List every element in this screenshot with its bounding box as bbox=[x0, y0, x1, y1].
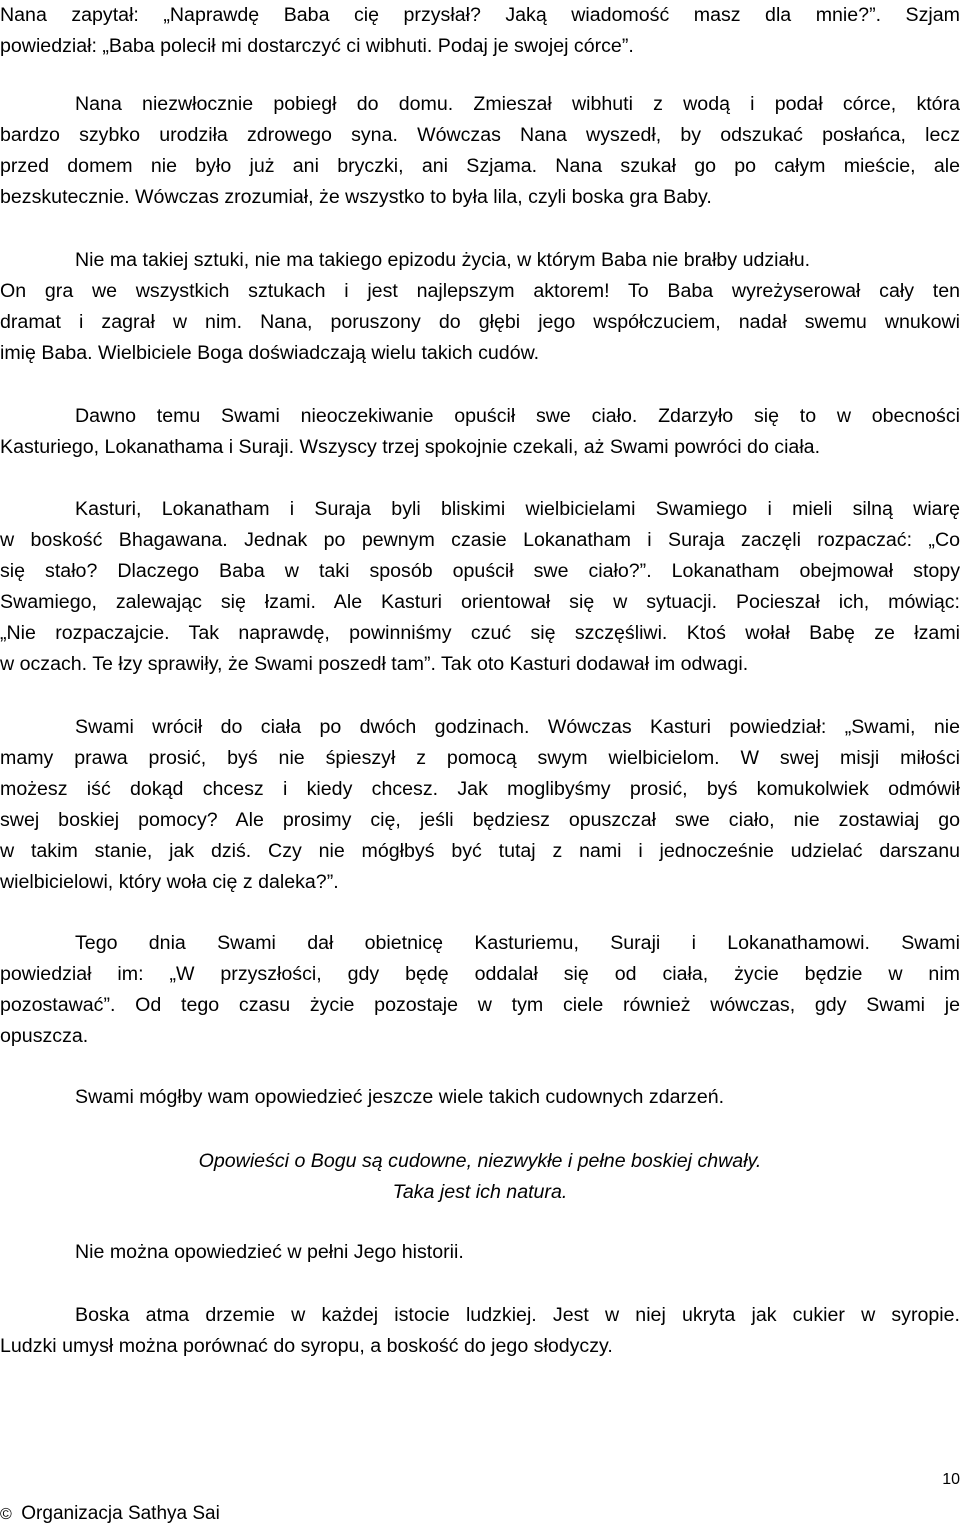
page-number: 10 bbox=[942, 1471, 960, 1488]
paragraph-4 bbox=[0, 401, 960, 463]
paragraph-line: powiedział im: „W przyszłości, gdy będę oddalał się od ciała, życie będzie w nim bbox=[0, 963, 960, 985]
paragraph-line: bezskutecznie. Wówczas zrozumiał, że wszystko to była lila, czyli boska gra Baby. bbox=[0, 186, 712, 208]
paragraph-line: dramat i zagrał w nim. Nana, poruszony do głębi jego współczuciem, nadał swemu wnukowi bbox=[0, 311, 960, 333]
paragraph-line: Nie można opowiedzieć w pełni Jego historii. bbox=[75, 1241, 464, 1263]
copyright-icon: © bbox=[0, 1506, 12, 1523]
paragraph-line: Kasturiego, Lokanathama i Suraji. Wszyscy trzej spokojnie czekali, aż Swami powróci do ciała. bbox=[0, 436, 821, 458]
paragraph-line: wielbicielowi, który woła cię z daleka?”. bbox=[0, 871, 339, 893]
paragraph-line: Nana zapytał: „Naprawdę Baba cię przysłał? Jaką wiadomość masz dla mnie?”. Szjam bbox=[0, 4, 960, 26]
paragraph-line: On gra we wszystkich sztukach i jest najlepszym aktorem! To Baba wyreżyserował cały ten bbox=[0, 280, 960, 302]
paragraph-line: przed domem nie było już ani bryczki, ani Szjama. Nana szukał go po całym mieście, ale bbox=[0, 155, 960, 177]
paragraph-9 bbox=[0, 1237, 960, 1268]
paragraph-line: w boskość Bhagawana. Jednak po pewnym czasie Lokanatham i Suraja zaczęli rozpaczać: „Co bbox=[0, 529, 960, 551]
paragraph-10 bbox=[0, 1300, 960, 1362]
paragraph-line: swej boskiej pomocy? Ale prosimy cię, jeśli będziesz opuszczał swe ciało, nie zostawiaj go bbox=[0, 809, 960, 831]
paragraph-line: „Nie rozpaczajcie. Tak naprawdę, powinniśmy czuć się szczęśliwi. Ktoś wołał Babę ze łzami bbox=[0, 622, 960, 644]
quote-line-1: Opowieści o Bogu są cudowne, niezwykłe i pełne boskiej chwały. bbox=[198, 1150, 762, 1172]
paragraph-6 bbox=[0, 712, 960, 898]
paragraph-line: mamy prawa prosić, byś nie śpieszył z pomocą swym wielbicielom. W swej misji miłości bbox=[0, 747, 960, 769]
paragraph-line: się stało? Dlaczego Baba w taki sposób opuścił swe ciało?”. Lokanatham obejmował stopy bbox=[0, 560, 960, 582]
footer-organization: Organizacja Sathya Sai bbox=[21, 1503, 220, 1524]
paragraph-line: Tego dnia Swami dał obietnicę Kasturiemu, Suraji i Lokanathamowi. Swami bbox=[75, 932, 960, 954]
paragraph-line: opuszcza. bbox=[0, 1025, 89, 1047]
paragraph-line: Boska atma drzemie w każdej istocie ludzkiej. Jest w niej ukryta jak cukier w syropie. bbox=[75, 1304, 960, 1326]
paragraph-line: imię Baba. Wielbiciele Boga doświadczają wielu takich cudów. bbox=[0, 342, 540, 364]
paragraph-line: w takim stanie, jak dziś. Czy nie mógłbyś być tutaj z nami i jednocześnie udzielać darszanu bbox=[0, 840, 960, 862]
paragraph-5 bbox=[0, 494, 960, 680]
paragraph-line: bardzo szybko urodziła zdrowego syna. Wówczas Nana wyszedł, by odszukać posłańca, lecz bbox=[0, 124, 960, 146]
paragraph-line: Nie ma takiej sztuki, nie ma takiego epizodu życia, w którym Baba nie brałby udziału. bbox=[75, 249, 811, 271]
paragraph-line: powiedział: „Baba polecił mi dostarczyć ci wibhuti. Podaj je swojej córce”. bbox=[0, 35, 634, 57]
paragraph-2 bbox=[0, 89, 960, 213]
paragraph-7 bbox=[0, 928, 960, 1052]
paragraph-1 bbox=[0, 0, 960, 62]
paragraph-line: Swamiego, zalewając się łzami. Ale Kasturi orientował się w sytuacji. Pocieszał ich, mówiąc: bbox=[0, 591, 960, 613]
footer-credit bbox=[0, 1502, 220, 1527]
paragraph-3 bbox=[0, 245, 960, 369]
paragraph-line: Ludzki umysł można porównać do syropu, a boskość do jego słodyczy. bbox=[0, 1335, 613, 1357]
paragraph-line: Swami wrócił do ciała po dwóch godzinach. Wówczas Kasturi powiedział: „Swami, nie bbox=[75, 716, 960, 738]
paragraph-line: w oczach. Te łzy sprawiły, że Swami poszedł tam”. Tak oto Kasturi dodawał im odwagi. bbox=[0, 653, 749, 675]
paragraph-line: Swami mógłby wam opowiedzieć jeszcze wiele takich cudownych zdarzeń. bbox=[75, 1086, 725, 1108]
paragraph-8 bbox=[0, 1082, 960, 1113]
quote-line-2: Taka jest ich natura. bbox=[392, 1181, 568, 1203]
paragraph-line: Kasturi, Lokanatham i Suraja byli bliskimi wielbicielami Swamiego i mieli silną wiarę bbox=[75, 498, 960, 520]
paragraph-line: Nana niezwłocznie pobiegł do domu. Zmieszał wibhuti z wodą i podał córce, która bbox=[75, 93, 960, 115]
paragraph-line: Dawno temu Swami nieoczekiwanie opuścił swe ciało. Zdarzyło się to w obecności bbox=[75, 405, 960, 427]
paragraph-line: pozostawać”. Od tego czasu życie pozostaje w tym ciele również wówczas, gdy Swami je bbox=[0, 994, 960, 1016]
paragraph-line: możesz iść dokąd chcesz i kiedy chcesz. Jak moglibyśmy prosić, byś komukolwiek odmówił bbox=[0, 778, 960, 800]
